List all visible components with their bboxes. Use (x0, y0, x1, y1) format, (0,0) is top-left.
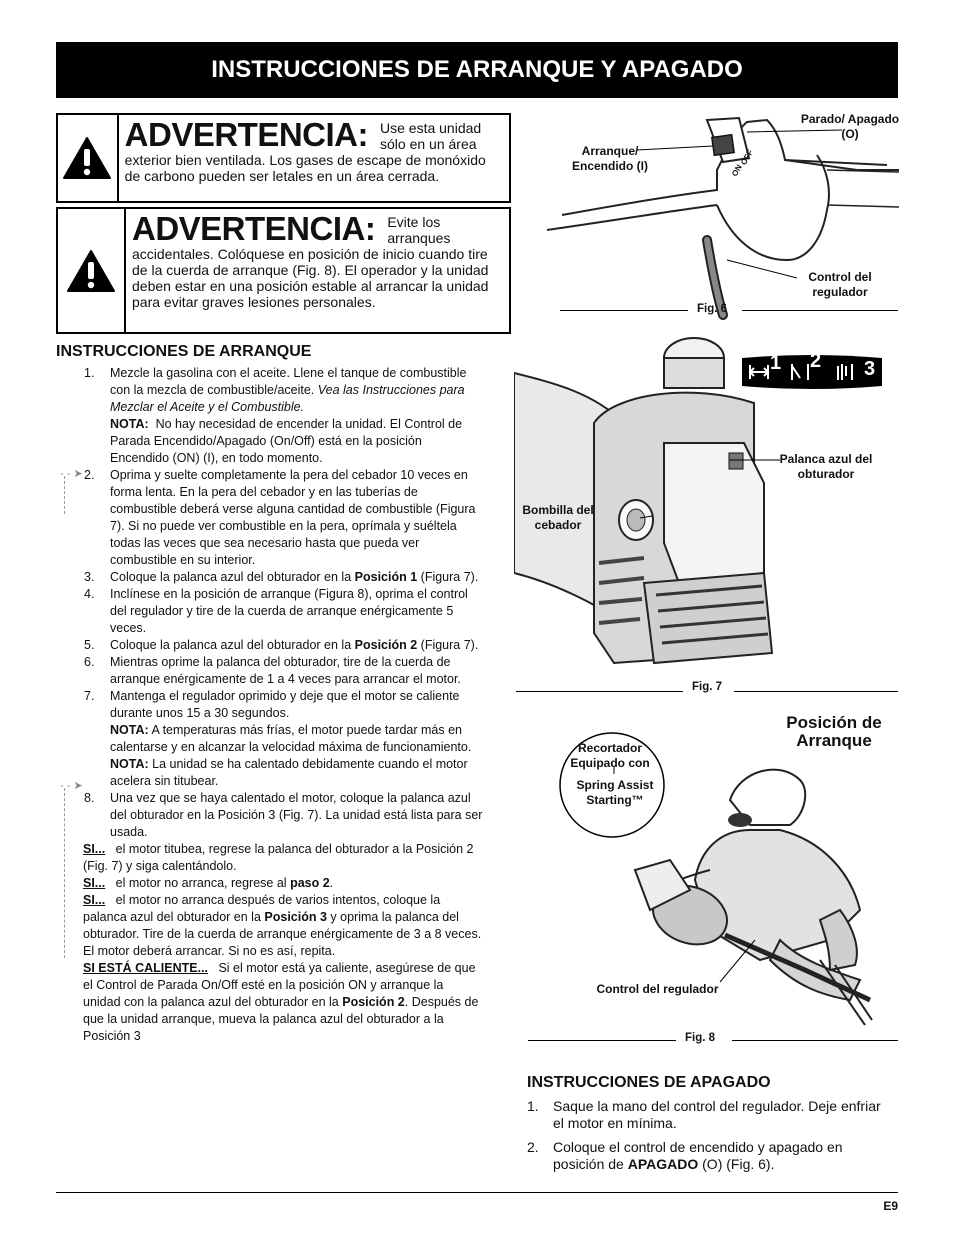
label-choke-lever: Palanca azul del obturador (779, 452, 873, 481)
arrow-marker-icon: - - ➤ (60, 780, 83, 792)
list-item: 6. Mientras oprime la palanca del obturador, tire de la cuerda de arranque enérgicamente de 1 a 4 veces para arrancar el motor. (84, 655, 461, 686)
figure-rule (732, 1040, 898, 1041)
note: NOTA: La unidad se ha calentado debidamente cuando el motor acelera sin titubear. (110, 757, 468, 788)
list-item: 8. Una vez que se haya calentado el motor, coloque la palanca azul del obturador en la Posición 3 (Fig. 7). La unidad está lista para ser usada. (84, 791, 483, 839)
start-instructions-title: INSTRUCCIONES DE ARRANQUE (56, 343, 312, 360)
page-number: E9 (883, 1199, 898, 1213)
figure-8-title: Posición de Arranque (786, 713, 882, 750)
list-item: 2. Oprima y suelte completamente la pera del cebador 10 veces en forma lenta. En la pera del cebador y en las tuberías de combustible deberá verse alguna cantidad de combustible (Figura 7). Si no puede ver combustible en la pera, oprímala y suéltela todas las veces que sea necesario hasta que pueda ver combustible en su interior. (84, 468, 476, 567)
hot-start-note: SI ESTÁ CALIENTE... Si el motor está ya caliente, asegúrese de que el Control de Parada On/Off esté en la posición ON y arranque la unidad con la palanca azul del obturador en la Posición 2. Después de que la unidad arranque, mueva la palanca azul del obturador a la Posición 3 (83, 961, 479, 1043)
figure-rule (734, 691, 898, 692)
list-item: 3. Coloque la palanca azul del obturador en la Posición 1 (Figura 7). (84, 570, 479, 584)
figure-8-caption: Fig. 8 (685, 1032, 716, 1044)
figure-rule (528, 1040, 676, 1041)
note: NOTA: A temperaturas más frías, el motor puede tardar más en calentarse y en alcanzar la velocidad máxima de funcionamiento. (110, 723, 472, 754)
label-throttle-control: Control del regulador (808, 270, 872, 299)
dashed-guide (64, 476, 65, 514)
choke-position-indicator (742, 350, 882, 390)
dashed-guide (64, 788, 65, 958)
conditional-item: SI... el motor no arranca, regrese al paso 2. (83, 876, 334, 890)
label-spring-assist: Spring Assist Starting™ (576, 778, 654, 807)
warning-box-accidental-start (56, 207, 511, 334)
figure-7-caption: Fig. 7 (692, 681, 723, 693)
label-run-position: Arranque/ Encendido (I) (572, 144, 648, 173)
warning-box-ventilation (56, 113, 511, 203)
warning-triangle-icon (58, 115, 119, 201)
choke-position-1: 1 (770, 352, 782, 374)
warning-side-text: Evite los arranques (387, 214, 451, 246)
warning-body: accidentales. Colóquese en posición de inicio cuando tire de la cuerda de arranque (Fig. 8). El operador y la unidad deben estar en una posición estable al arrancar la unidad para evitar graves lesiones personales. (132, 246, 489, 310)
label-trimmer-equipped: Recortador Equipado con (570, 741, 650, 770)
arrow-marker-icon: - - ➤ (60, 468, 83, 480)
leader-lines (700, 930, 760, 990)
warning-heading: ADVERTENCIA: (132, 210, 376, 247)
footer-rule (56, 1192, 898, 1193)
choke-position-2: 2 (810, 350, 822, 372)
list-item: 2. Coloque el control de encendido y apagado en posición de APAGADO (O) (Fig. 6). (527, 1139, 843, 1172)
list-item: 1. Mezcle la gasolina con el aceite. Llene el tanque de combustible con la mezcla de combustible/aceite. Vea las Instrucciones para Mezclar el Aceite y el Combustible. NOTA: No hay necesidad de encender la unidad. El Control de Parada Encendido/Apagado (On/Off) está en la posición Encendido (ON) (I), en todo momento. (84, 366, 467, 465)
warning-body: exterior bien ventilada. Los gases de escape de monóxido de carbono pueden ser letales en un área cerrada. (124, 152, 486, 184)
figure-rule (742, 310, 898, 311)
stop-steps-list (527, 1098, 887, 1180)
list-item: 4. Inclínese en la posición de arranque (Figura 8), oprima el control del regulador y tire de la cuerda de arranque enérgicamente 5 veces. (84, 587, 468, 635)
label-primer-bulb: Bombilla del cebador (522, 503, 594, 532)
switch-on-label: ON (730, 163, 744, 178)
label-throttle-control: Control del regulador (596, 982, 719, 996)
figure-6-caption: Fig. 6 (697, 303, 728, 315)
warning-side-text: Use esta unidad sólo en un área (380, 120, 482, 152)
list-item: 5. Coloque la palanca azul del obturador en la Posición 2 (Figura 7). (84, 638, 479, 652)
figure-rule (560, 310, 688, 311)
figure-rule (516, 691, 683, 692)
page-banner-title: INSTRUCCIONES DE ARRANQUE Y APAGADO (56, 42, 898, 98)
choke-position-3: 3 (864, 358, 876, 380)
list-item: 7. Mantenga el regulador oprimido y deje que el motor se caliente durante unos 15 a 30 segundos. (84, 689, 460, 720)
warning-triangle-icon (58, 209, 126, 332)
switch-off-label: OFF (739, 148, 755, 167)
conditional-item: SI... el motor titubea, regrese la palanca del obturador a la Posición 2 (Fig. 7) y siga calentándolo. (83, 842, 474, 873)
leader-lines (640, 450, 790, 530)
start-steps-list (78, 365, 483, 1045)
conditional-item: SI... el motor no arranca después de varios intentos, coloque la palanca azul del obturador en la Posición 3 y oprima la palanca del obturador. Tire de la cuerda de arranque enérgicamente de 3 a 8 veces. El motor deberá arrancar. Si no es así, repita. (83, 893, 482, 958)
label-stop-position: Parado/ Apagado (O) (800, 112, 900, 141)
stop-instructions-title: INSTRUCCIONES DE APAGADO (527, 1074, 771, 1091)
list-item: 1. Saque la mano del control del regulador. Deje enfriar el motor en mínima. (527, 1098, 881, 1131)
warning-heading: ADVERTENCIA: (124, 116, 368, 153)
